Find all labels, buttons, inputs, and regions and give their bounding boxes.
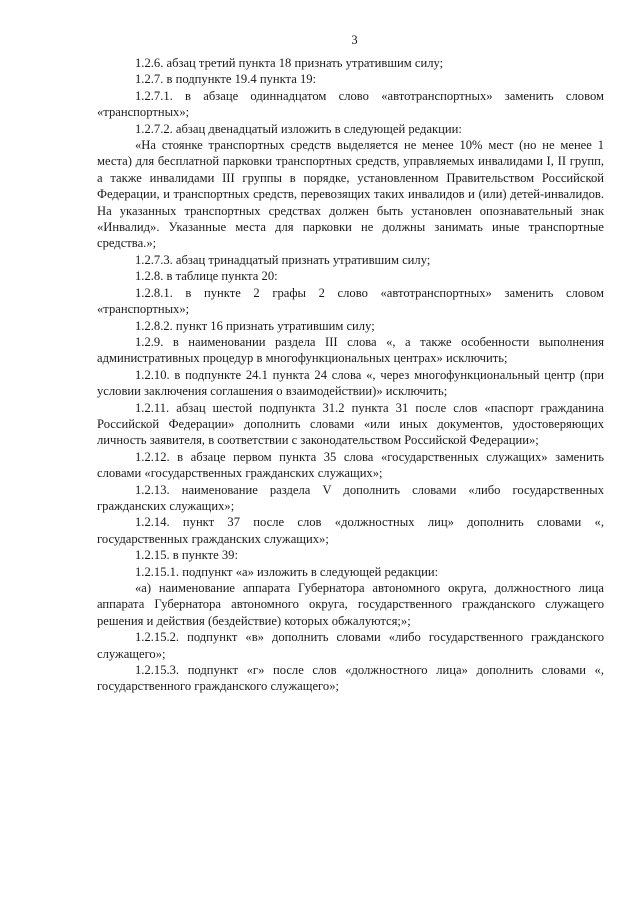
document-body xyxy=(97,55,604,695)
paragraph-1-2-13: 1.2.13. наименование раздела V дополнить словами «либо государственных гражданских служащих»; xyxy=(97,482,604,513)
paragraph-1-2-15-1: 1.2.15.1. подпункт «а» изложить в следующей редакции: xyxy=(135,564,439,579)
quoted-subparagraph-a: «а) наименование аппарата Губернатора автономного округа, должностного лица аппарата Губернатора автономного округа, государственного гражданского служащего решения и действия (бездействие) которых обжалуются;»; xyxy=(97,581,604,628)
paragraph-1-2-15-2: 1.2.15.2. подпункт «в» дополнить словами «либо государственного гражданского служащего»; xyxy=(97,630,604,661)
paragraph-1-2-8-2: 1.2.8.2. пункт 16 признать утратившим силу; xyxy=(135,318,375,333)
paragraph-1-2-14: 1.2.14. пункт 37 после слов «должностных лиц» дополнить словами «, государственных гражданских служащих»; xyxy=(97,515,604,546)
paragraph-1-2-7-1: 1.2.7.1. в абзаце одиннадцатом слово «автотранспортных» заменить словом «транспортных»; xyxy=(97,88,604,120)
paragraph-1-2-7-3: 1.2.7.3. абзац тринадцатый признать утратившим силу; xyxy=(135,252,431,267)
quoted-parking-paragraph: «На стоянке транспортных средств выделяется не менее 10% мест (но не менее 1 места) для бесплатной парковки транспортных средств, управляемых инвалидами I, II групп, а также инвалидами III группы в порядке, установленном Правительством Российской Федерации, и транспортных средств, перевозящих таких инвалидов и (или) детей-инвалидов. На указанных транспортных средствах должен быть установлен опознавательный знак «Инвалид». Указанные места для парковки не должны занимать иные транспортные средства.»; xyxy=(97,138,604,251)
page-number: 3 xyxy=(351,33,358,47)
paragraph-1-2-8-1: 1.2.8.1. в пункте 2 графы 2 слово «автотранспортных» заменить словом «транспортных»; xyxy=(97,285,604,317)
paragraph-1-2-15: 1.2.15. в пункте 39: xyxy=(135,548,238,563)
paragraph-1-2-6: 1.2.6. абзац третий пункта 18 признать утратившим силу; xyxy=(135,56,444,70)
paragraph-1-2-11: 1.2.11. абзац шестой подпункта 31.2 пункта 31 после слов «паспорт гражданина Российской Федерации» дополнить словами «или иных документов, удостоверяющих личность заявителя, в соответствии с законодательством Российской Федерации»; xyxy=(97,400,604,448)
paragraph-1-2-10: 1.2.10. в подпункте 24.1 пункта 24 слова «, через многофункциональный центр (при условии заключения соглашения о взаимодействии)» исключить; xyxy=(97,367,604,399)
paragraph-1-2-8: 1.2.8. в таблице пункта 20: xyxy=(135,269,278,284)
paragraph-1-2-12: 1.2.12. в абзаце первом пункта 35 слова «государственных служащих» заменить словами «государственных гражданских служащих»; xyxy=(97,449,604,481)
paragraph-1-2-7: 1.2.7. в подпункте 19.4 пункта 19: xyxy=(135,72,317,87)
paragraph-1-2-7-2: 1.2.7.2. абзац двенадцатый изложить в следующей редакции: xyxy=(135,121,462,136)
paragraph-1-2-15-3: 1.2.15.3. подпункт «г» после слов «должностного лица» дополнить словами «, государственного гражданского служащего»; xyxy=(97,663,604,694)
paragraph-1-2-9: 1.2.9. в наименовании раздела III слова «, а также особенности выполнения административных процедур в многофункциональных центрах» исключить; xyxy=(97,334,604,366)
